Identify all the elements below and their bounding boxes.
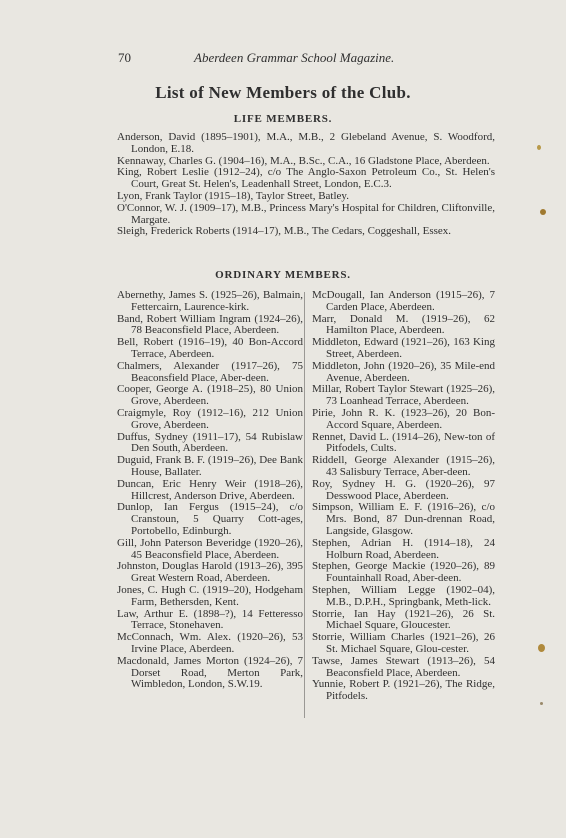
ordinary-members-heading: ORDINARY MEMBERS. [215, 269, 351, 281]
list-item: Stephen, Adrian H. (1914–18), 24 Holburn Road, Aberdeen. [312, 536, 495, 561]
list-item: Dunlop, Ian Fergus (1915–24), c/o Cranstoun, 5 Quarry Cott-ages, Portobello, Edinburgh. [117, 501, 303, 537]
list-item: Middleton, Edward (1921–26), 163 King Street, Aberdeen. [312, 336, 495, 360]
page-title: List of New Members of the Club. [155, 83, 411, 102]
list-item: Duncan, Eric Henry Weir (1918–26), Hillcrest, Anderson Drive, Aberdeen. [117, 477, 303, 502]
list-item: Yunnie, Robert P. (1921–26), The Ridge, Pitfodels. [312, 678, 495, 703]
list-item: King, Robert Leslie (1912–24), c/o The Anglo-Saxon Petroleum Co., St. Helen's Court, Great St. Helen's, Leadenhall Street, London, E.C.3. [117, 166, 495, 191]
list-item: Gill, John Paterson Beveridge (1920–26), 45 Beaconsfield Place, Aberdeen. [117, 536, 303, 561]
foxing-spot [540, 702, 543, 705]
list-item: Cooper, George A. (1918–25), 80 Union Grove, Aberdeen. [117, 383, 303, 408]
list-item: Riddell, George Alexander (1915–26), 43 Salisbury Terrace, Aber-deen. [312, 454, 495, 478]
list-item: Law, Arthur E. (1898–?), 14 Fetteresso Terrace, Stonehaven. [117, 607, 303, 632]
list-item: Tawse, James Stewart (1913–26), 54 Beaconsfield Place, Aberdeen. [312, 654, 495, 679]
list-item: Anderson, David (1895–1901), M.A., M.B., 2 Glebeland Avenue, S. Woodford, London, E.18. [117, 131, 495, 155]
running-header [118, 50, 518, 66]
list-item: Pirie, John R. K. (1923–26), 20 Bon-Accord Square, Aberdeen. [312, 406, 495, 431]
list-item: Simpson, William E. F. (1916–26), c/o Mrs. Bond, 87 Dun-drennan Road, Langside, Glasgow. [312, 501, 495, 537]
list-item: Duffus, Sydney (1911–17), 54 Rubislaw Den South, Aberdeen. [117, 430, 303, 455]
list-item: Stephen, George Mackie (1920–26), 89 Fountainhall Road, Aber-deen. [312, 560, 495, 585]
ordinary-members-right-column [312, 290, 495, 703]
list-item: Johnston, Douglas Harold (1913–26), 395 Great Western Road, Aberdeen. [117, 560, 303, 585]
list-item: Jones, C. Hugh C. (1919–20), Hodgeham Farm, Bethersden, Kent. [117, 583, 303, 608]
list-item: Stephen, William Legge (1902–04), M.B., D.P.H., Springbank, Meth-lick. [312, 583, 495, 608]
list-item: McDougall, Ian Anderson (1915–26), 7 Carden Place, Aberdeen. [312, 289, 495, 313]
life-members-heading: LIFE MEMBERS. [233, 113, 333, 125]
foxing-spot [537, 145, 541, 150]
list-item: O'Connor, W. J. (1909–17), M.B., Princess Mary's Hospital for Children, Cliftonville, Margate. [117, 201, 495, 226]
list-item: Bell, Robert (1916–19), 40 Bon-Accord Terrace, Aberdeen. [117, 336, 303, 360]
list-item: Craigmyle, Roy (1912–16), 212 Union Grove, Aberdeen. [117, 406, 303, 431]
list-item: Kennaway, Charles G. (1904–16), M.A., B.Sc., C.A., 16 Gladstone Place, Aberdeen. [117, 154, 490, 167]
foxing-spot [538, 644, 545, 652]
life-members-list [117, 132, 495, 238]
foxing-spot [540, 209, 546, 215]
list-item: Lyon, Frank Taylor (1915–18), Taylor Street, Batley. [117, 189, 349, 202]
list-item: Millar, Robert Taylor Stewart (1925–26), 73 Loanhead Terrace, Aberdeen. [312, 383, 495, 408]
list-item: Storrie, William Charles (1921–26), 26 St. Michael Square, Glou-cester. [312, 631, 495, 655]
list-item: Roy, Sydney H. G. (1920–26), 97 Desswood Place, Aberdeen. [312, 477, 495, 502]
list-item: Band, Robert William Ingram (1924–26), 78 Beaconsfield Place, Aberdeen. [117, 312, 303, 337]
page-number: 70 [118, 50, 131, 65]
list-item: Middleton, John (1920–26), 35 Mile-end Avenue, Aberdeen. [312, 359, 495, 384]
column-divider [304, 292, 305, 718]
list-item: Duguid, Frank B. F. (1919–26), Dee Bank House, Ballater. [117, 454, 303, 478]
ordinary-members-left-column [117, 290, 303, 691]
list-item: Marr, Donald M. (1919–26), 62 Hamilton Place, Aberdeen. [312, 312, 495, 337]
list-item: Rennet, David L. (1914–26), New-ton of Pitfodels, Cults. [312, 430, 495, 455]
magazine-title: Aberdeen Grammar School Magazine. [194, 50, 395, 65]
list-item: Storrie, Ian Hay (1921–26), 26 St. Michael Square, Gloucester. [312, 607, 495, 632]
list-item: Chalmers, Alexander (1917–26), 75 Beaconsfield Place, Aber-deen. [117, 359, 303, 384]
list-item: Sleigh, Frederick Roberts (1914–17), M.B., The Cedars, Coggeshall, Essex. [117, 225, 452, 238]
list-item: McConnach, Wm. Alex. (1920–26), 53 Irvine Place, Aberdeen. [117, 631, 303, 655]
list-item: Macdonald, James Morton (1924–26), 7 Dorset Road, Merton Park, Wimbledon, London, S.W.19. [117, 654, 303, 691]
list-item: Abernethy, James S. (1925–26), Balmain, Fettercairn, Laurence-kirk. [117, 289, 303, 313]
